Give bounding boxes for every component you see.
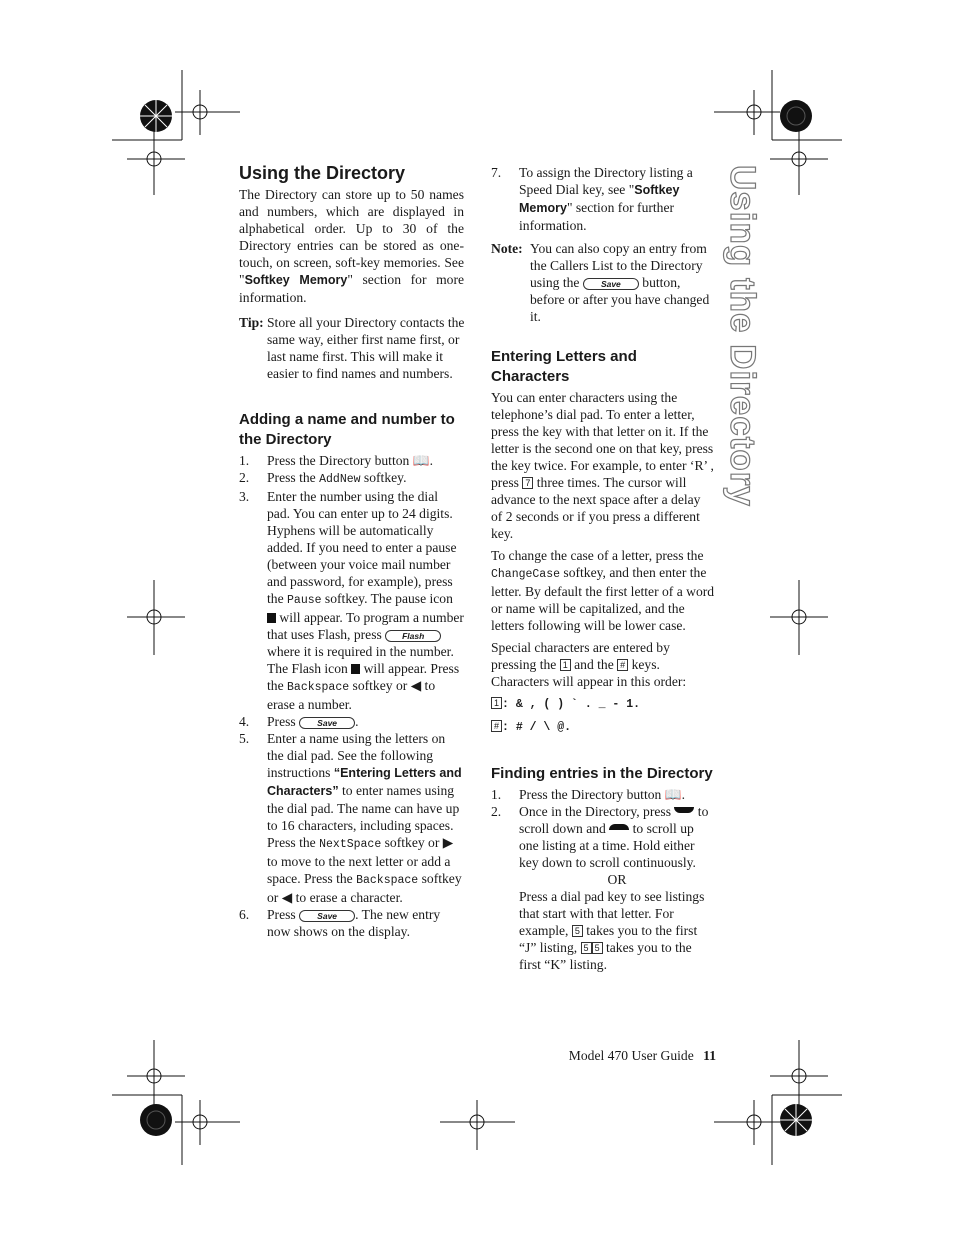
note-block: Note: You can also copy an entry from the Callers List to the Directory using the Save button, before or after you have changed it. <box>491 241 710 324</box>
key-5: 5 <box>592 942 603 954</box>
page-heading: Using the Directory <box>239 163 406 183</box>
chars-line-2: # : # / \ @. <box>491 717 715 736</box>
entering-heading: Entering Letters and Characters <box>491 348 637 385</box>
sidebar-title: Using the Directory <box>723 165 762 507</box>
addnew-softkey: AddNew <box>319 473 361 486</box>
scroll-up-icon <box>609 824 629 830</box>
dialpad-instructions: Press a dial pad key to see listings that start with that letter. For example, 5 takes you to the first “J” listing, 5 5 takes you to the first “K” listing. <box>519 889 705 972</box>
right-column <box>491 164 715 973</box>
entering-reference: “Entering Letters and Characters” <box>267 766 462 798</box>
save-button: Save <box>299 910 355 922</box>
adding-heading: Adding a name and number to the Directory <box>239 411 455 448</box>
flash-icon <box>351 664 360 674</box>
key-5: 5 <box>581 942 592 954</box>
left-column <box>239 163 464 940</box>
adding-steps <box>239 452 464 940</box>
finding-heading: Finding entries in the Directory <box>491 765 713 782</box>
list-item: 6. Press Save . The new entry now shows on the display. <box>239 907 441 939</box>
flash-button: Flash <box>385 630 441 642</box>
tip-text: Store all your Directory contacts the same way, either first name first, or last name first. This will make it easier to find names and numbers. <box>267 315 465 381</box>
sidebar-vertical-title <box>724 165 764 510</box>
left-arrow-icon: ◀ <box>410 678 422 693</box>
chars-line-1: 1 : & , ( ) ` . _ - 1. <box>491 694 715 713</box>
key-hash: # <box>617 659 628 671</box>
or-divider: OR <box>607 872 627 887</box>
backspace-softkey: Backspace <box>356 874 419 887</box>
left-arrow-icon: ◀ <box>281 890 293 905</box>
pause-icon <box>267 613 276 623</box>
book-icon: 📖 <box>412 453 430 468</box>
book-icon: 📖 <box>664 787 682 802</box>
backspace-softkey: Backspace <box>287 681 350 694</box>
list-item: 2. Once in the Directory, press to scroll down and to scroll up one listing at a time. Hold either key down to scroll continuously. OR Press a dial pad key to see listings that start with that letter. For example, 5 takes you to the first “J” listing, 5 5 takes you to the first “K” listing. <box>491 803 715 973</box>
page-number: 11 <box>703 1048 716 1063</box>
page-footer <box>564 1047 716 1064</box>
list-item: 1. Press the Directory button 📖. <box>491 787 686 802</box>
list-item: 5. Enter a name using the letters on the dial pad. See the following instructions “Entering Letters and Characters” to enter names using the dial pad. The name can have up to 16 characters, including spaces. Press the NextSpace softkey or ▶ to move to the next letter or add a space. Press the Backspace softkey or ◀ to erase a character. <box>239 731 462 905</box>
key-hash: # <box>491 720 502 732</box>
right-arrow-icon: ▶ <box>442 835 454 850</box>
list-item: 3. Enter the number using the dial pad. You can enter up to 24 digits. Hyphens will be automatically added. If you need to enter a pause (between your voice mail number and password, for example), press the Pause softkey. The pause icon will appear. To program a number that uses Flash, press Flash where it is required in the number. The Flash icon will appear. Press the Backspace softkey or ◀ to erase a number. <box>239 489 464 712</box>
list-item: 1. Press the Directory button 📖. <box>239 453 434 468</box>
key-7: 7 <box>522 477 533 489</box>
nextspace-softkey: NextSpace <box>319 838 382 851</box>
key-1: 1 <box>560 659 571 671</box>
entering-paragraph-1: You can enter characters using the telephone’s dial pad. To enter a letter, press the key with that letter on it. If the letter is the second one on that key, press the key twice. For example, to enter ‘R’ , press 7 three times. The cursor will advance to the next space after a delay of 2 seconds or if you press a different key. <box>491 390 714 541</box>
key-1: 1 <box>491 697 502 709</box>
list-item: 7. To assign the Directory listing a Speed Dial key, see "Softkey Memory" section for further information. <box>491 165 693 233</box>
tip-label: Tip: <box>239 315 264 330</box>
save-button: Save <box>299 717 355 729</box>
save-button: Save <box>583 278 639 290</box>
tip-block <box>239 314 467 382</box>
pause-softkey: Pause <box>287 594 322 607</box>
changecase-softkey: ChangeCase <box>491 568 561 581</box>
intro-paragraph: The Directory can store up to 50 names and numbers, which are displayed in alphabetical order. Up to 30 of the Directory entries can be stored as one-touch, on screen, soft-key memories. See "Softkey Memory" section for more information. <box>239 187 465 305</box>
list-item: 4. Press Save . <box>239 714 359 729</box>
list-item: 2. Press the AddNew softkey. <box>239 470 407 486</box>
key-5: 5 <box>572 925 583 937</box>
footer-text: Model 470 User Guide <box>568 1048 694 1063</box>
entering-paragraph-2: To change the case of a letter, press the ChangeCase softkey, and then enter the letter. By default the first letter of a word or name will be capitalized, and the letters following will be lower case. <box>491 548 715 633</box>
entering-paragraph-3: Special characters are entered by pressing the 1 and the # keys. Characters will appear in this order: <box>491 640 687 689</box>
scroll-down-icon <box>674 807 694 813</box>
note-label: Note: <box>491 241 523 256</box>
